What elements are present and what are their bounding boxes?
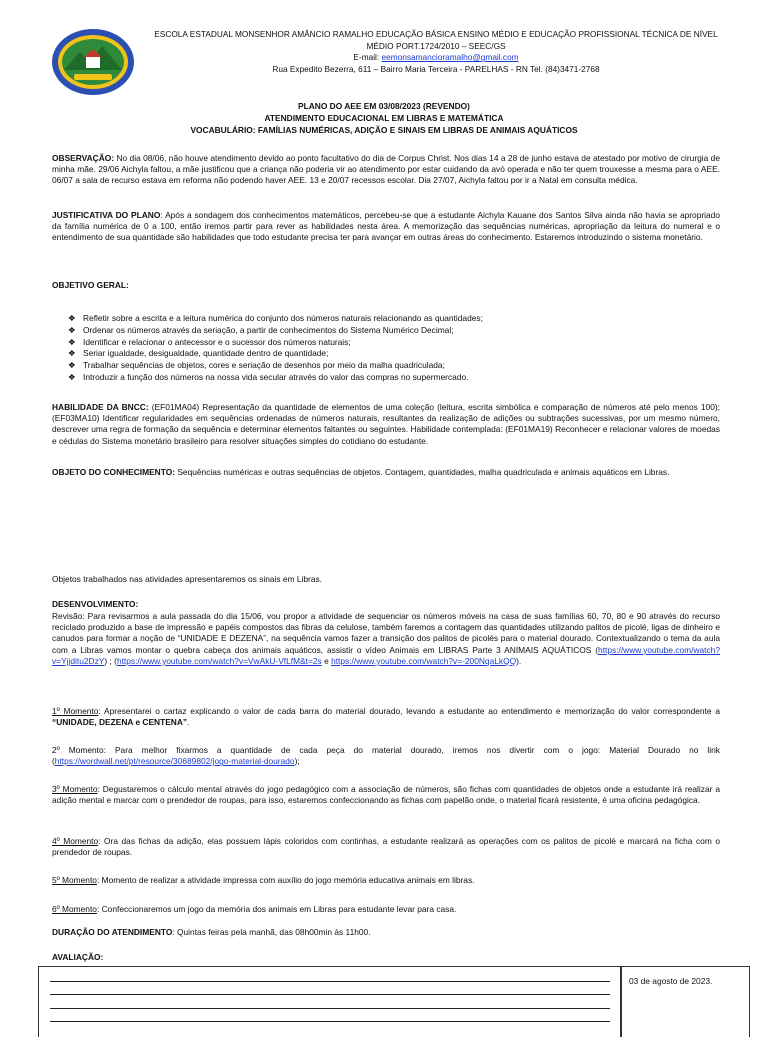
plan-title: PLANO DO AEE EM 03/08/2023 (REVENDO): [298, 101, 470, 111]
momento-4-label: 4º Momento: [52, 836, 99, 846]
list-item: ❖ Trabalhar sequências de objetos, cores e seriação de desenhos por meio da malha quadriculada;: [68, 360, 708, 372]
list-item: ❖ Introduzir a função dos números na nossa vida secular através do valor das compras no supermercado.: [68, 372, 708, 384]
momento-4: [52, 836, 720, 858]
email-label: E-mail:: [353, 52, 382, 63]
school-header: [148, 29, 724, 75]
school-logo: [50, 26, 136, 98]
plan-titles: [48, 101, 720, 136]
address-line: Rua Expedito Bezerra, 611 – Bairro Maria Terceira - PARELHAS - RN Tel. (84)3471-2768: [272, 63, 600, 74]
school-name-line2: MÉDIO PORT.1724/2010 – SEEC/GS: [366, 40, 506, 51]
writing-line: [50, 968, 610, 982]
momento-4-text: : Ora das fichas da adição, elas possuem lápis coloridos com continhas, a estudante realizará as operações com os palitos de picolé e marcará na ficha com o prendedor de roupas.: [52, 836, 720, 858]
writing-line: [50, 995, 610, 1009]
separator: );: [294, 756, 300, 767]
email-link[interactable]: eemonsamancioramalho@gmail.com: [381, 52, 519, 63]
momento-2: [52, 745, 720, 767]
momento-3: [52, 784, 720, 806]
writing-line: [50, 1009, 610, 1023]
writing-line: [50, 982, 610, 996]
objetos-trabalhados: Objetos trabalhados nas atividades apresentaremos os sinais em Libras.: [52, 574, 323, 584]
list-item: ❖ Identificar e relacionar o antecessor e o sucessor dos números naturais;: [68, 337, 708, 349]
email-line: [148, 52, 724, 64]
avaliacao-label: AVALIAÇÃO:: [52, 952, 104, 962]
objeto-label: OBJETO DO CONHECIMENTO:: [52, 467, 175, 477]
desenvolvimento-text: Revisão: Para revisarmos a aula passada do dia 15/06, vou propor a atividade de sequenciar os números móveis na casa de suas famílias 60, 70, 80 e 90 através do recurso reciclado produzido a base de impressão e papéis compostos das fibras da celulose, também faremos a contagem das quantidades utilizando palitos de picolé, ligas de dinheiro e canudos para formar a noção de “UNIDADE E DEZENA”, na sequência vamos fazer a transição dos palitos de picolés para o material dourado. Contextualizando o tema da aula com a Libras vamos montar o quebra cabeça dos animais aquáticos, assistir o vídeo Animais em LIBRAS Parte 3 ANIMAIS AQUÁTICOS (: [52, 611, 720, 655]
justificativa-label: JUSTIFICATIVA DO PLANO: [52, 210, 161, 220]
list-item: ❖ Seriar igualdade, desigualdade, quantidade dentro de quantidade;: [68, 348, 708, 360]
observacao-label: OBSERVAÇÃO:: [52, 153, 115, 163]
desenvolvimento-paragraph: [52, 611, 720, 667]
duracao-label: DURAÇÃO DO ATENDIMENTO: [52, 927, 173, 937]
observacao-text: No dia 08/06, não houve atendimento devido ao ponto facultativo do dia de Corpus Christ. Nos dias 14 a 28 de junho estava de atestado por motivo de cirurgia de minha mãe. 29/06 Aichyla faltou, a mãe justificou que a criança não poderia vir ao atendimento por estar cuidando da avó operada e não ter quem trouxesse a mesma para o AEE. 06/07 a sala de recurso estava em reforma não podendo haver AEE. 13 e 20/07 recessos escolar. Dia 27/07, Aichyla faltou por ir a Natal em consulta médica.: [52, 153, 720, 186]
momento-5-label: 5º Momento: [52, 875, 97, 885]
school-name-line1: ESCOLA ESTADUAL MONSENHOR AMÂNCIO RAMALHO EDUCAÇÃO BÁSICA ENSINO MÉDIO E EDUCAÇÃO PROFISSIONAL TÉCNICA DE NÍVEL: [154, 29, 718, 39]
momento-6: [52, 904, 720, 915]
justificativa-text: : Após a sondagem dos conhecimentos matemáticos, percebeu-se que a estudante Aichyla Kauane dos Santos Silva ainda não havia se apropriado da família numérica de 0 a 100, então iremos partir para rever as habilidades nesta área. A memorização das sequências numéricas, apropriação da leitura do numeral e o entendimento de sua quantidade são habilidades que todo estudante precisa ter para avançar em outras áreas do conhecimento. Estaremos introduzindo o sistema monetário.: [52, 210, 720, 243]
momento-2-text: : Para melhor fixarmos a quantidade de cada peça do material dourado, iremos nos divertir com o jogo: Material Dourado no link (: [52, 745, 720, 767]
momento-2-label: 2º Momento: [52, 745, 104, 755]
separator: e: [321, 655, 332, 666]
list-item: ❖ Refletir sobre a escrita e a leitura numérica do conjunto dos números naturais relacionando as quantidades;: [68, 313, 708, 325]
momento-3-text: : Degustaremos o cálculo mental através do jogo pedagógico com a associação de números, são fichas com quantidades de objetos onde a estudante irá realizar a adição mental e marcar com o prendedor de roupas, para isso, estaremos confeccionando as fichas com papelão onde, o material ficará resistente, é uma oficina pedagógica.: [52, 784, 720, 806]
list-item: ❖ Ordenar os números através da seriação, a partir de conhecimentos do Sistema Numérico Decimal;: [68, 325, 708, 337]
momento-6-label: 6º Momento: [52, 904, 97, 914]
wordwall-link[interactable]: https://wordwall.net/pt/resource/30689802/jogo-material-dourado: [54, 756, 295, 767]
momento-1-label: 1º Momento: [52, 706, 99, 716]
habilidade-text: (EF01MA04) Representação da quantidade de elementos de uma coleção (leitura, escrita simbólica e comparação de números até pelo menos 100); (EF03MA10) Identificar regularidades em sequências ordenadas de números naturais, resultantes da realização de adições ou subtrações sucessivas, por um mesmo número, descrever uma regra de formação da sequência e determinar elementos faltantes ou seguintes. Habilidade contemplada: (EF01MA19) Reconhecer e relacionar valores de moedas e cédulas do Sistema monetário brasileiro para resolver situações simples do cotidiano do estudante.: [52, 402, 720, 446]
momento-6-text: : Confeccionaremos um jogo da memória dos animais em Libras para estudante levar para casa.: [96, 904, 457, 914]
momento-3-label: 3º Momento: [52, 784, 98, 794]
youtube-link-1[interactable]: https://www.youtube.com/watch?v=Yjjditu2DzY: [52, 644, 720, 666]
habilidade-label: HABILIDADE DA BNCC:: [52, 402, 149, 412]
plan-subtitle: ATENDIMENTO EDUCACIONAL EM LIBRAS E MATEMÁTICA: [264, 112, 504, 123]
youtube-link-2[interactable]: https://www.youtube.com/watch?v=VwAkU-VfLfM&t=2s: [116, 655, 322, 666]
separator: ).: [516, 655, 522, 666]
objetivo-list: [68, 313, 708, 384]
document-date: 03 de agosto de 2023.: [629, 976, 713, 986]
objetivo-label: OBJETIVO GERAL:: [52, 280, 129, 290]
habilidade-paragraph: [52, 402, 720, 447]
duracao-paragraph: [52, 927, 720, 938]
momento-5-text: : Momento de realizar a atividade impressa com auxílio do jogo memória educativa animais em libras.: [96, 875, 475, 885]
duracao-text: : Quintas feiras pela manhã, das 08h00min às 11h00.: [172, 927, 371, 937]
separator: .: [187, 717, 190, 728]
avaliacao-lines: [50, 968, 610, 1022]
plan-vocabulary: VOCABULÁRIO: FAMÍLIAS NUMÉRICAS, ADIÇÃO E SINAIS EM LIBRAS DE ANIMAIS AQUÁTICOS: [190, 124, 578, 135]
observacao-paragraph: [52, 153, 720, 187]
momento-1-bold: “UNIDADE, DEZENA e CENTENA”: [52, 717, 188, 728]
momento-5: [52, 875, 720, 886]
momento-1-text: : Apresentarei o cartaz explicando o valor de cada barra do material dourado, levando a estudante ao entendimento e memorização do valor correspondente a: [98, 706, 720, 716]
objeto-text: Sequências numéricas e outras sequências de objetos. Contagem, quantidades, malha quadriculada e animais aquáticos em Libras.: [175, 467, 670, 477]
momento-1: [52, 706, 720, 728]
desenvolvimento-label: DESENVOLVIMENTO:: [52, 599, 139, 609]
justificativa-paragraph: [52, 210, 720, 244]
objeto-paragraph: [52, 467, 720, 478]
separator: ) ; (: [104, 655, 117, 666]
youtube-link-3[interactable]: https://www.youtube.com/watch?v=-200NqaLkQQ: [331, 655, 517, 666]
